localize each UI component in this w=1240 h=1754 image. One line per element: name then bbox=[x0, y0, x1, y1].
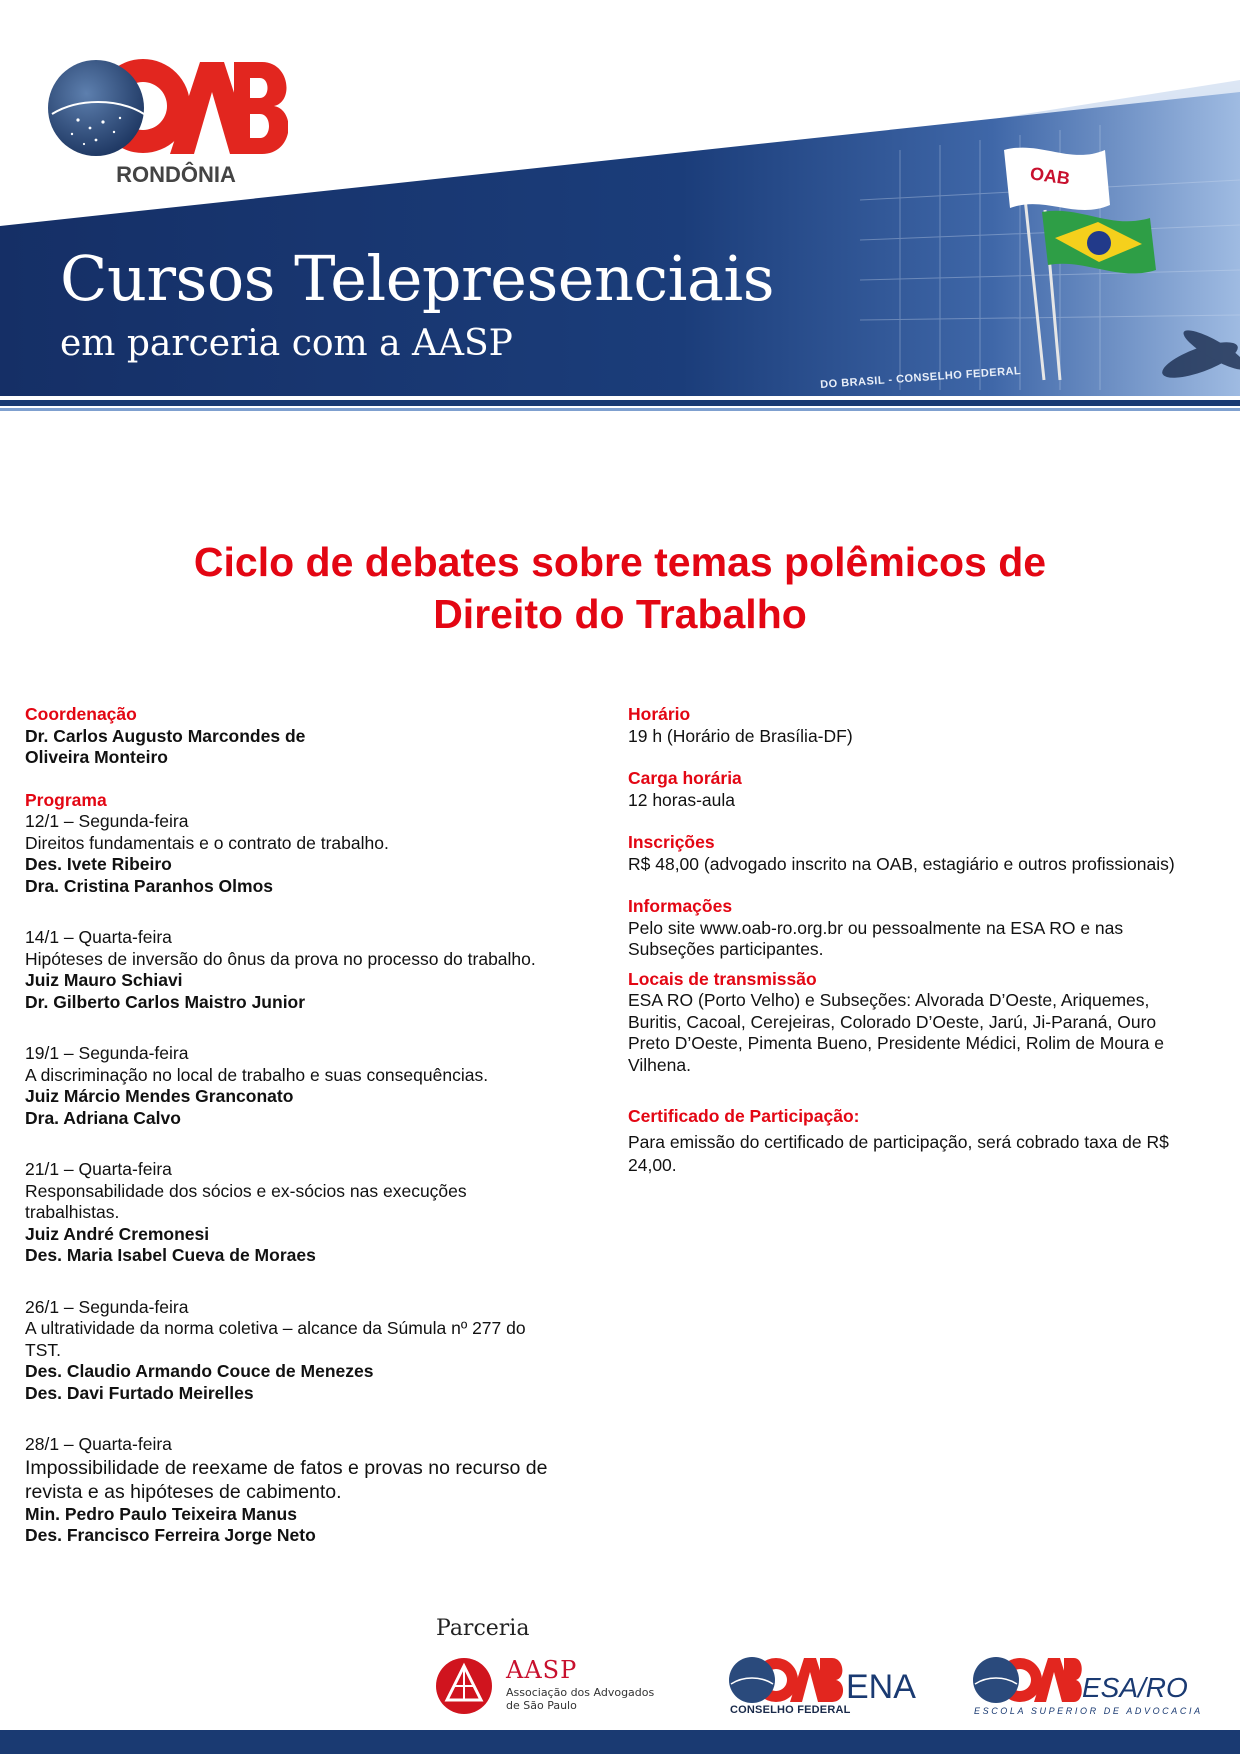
oab-rondonia-logo bbox=[48, 58, 288, 168]
session-topic: TST. bbox=[25, 1339, 61, 1360]
escola-superior-label: ESCOLA SUPERIOR DE ADVOCACIA bbox=[974, 1706, 1203, 1716]
inscricoes-text: R$ 48,00 (advogado inscrito na OAB, estagiário e outros profissionais) bbox=[628, 853, 1175, 874]
conselho-federal-label: CONSELHO FEDERAL bbox=[730, 1704, 851, 1716]
certificado-text-line-2: 24,00. bbox=[628, 1155, 677, 1175]
building-inscription: DO BRASIL - CONSELHO FEDERAL bbox=[819, 364, 1022, 392]
esa-ro-label: ESA/RO bbox=[1082, 1672, 1188, 1703]
oab-conselho-emblem-icon bbox=[728, 1656, 844, 1704]
certificado-text-line-1: Para emissão do certificado de participação, será cobrado taxa de R$ bbox=[628, 1131, 1169, 1152]
informacoes-text-line-2: Subseções participantes. bbox=[628, 939, 824, 959]
session-date: 28/1 – Quarta-feira bbox=[25, 1434, 172, 1454]
locais-text: ESA RO (Porto Velho) e Subseções: Alvorada D’Oeste, Ariquemes, bbox=[628, 990, 1150, 1010]
session-date: 14/1 – Quarta-feira bbox=[25, 927, 172, 947]
page-title bbox=[0, 536, 1240, 640]
locais-heading: Locais de transmissão bbox=[628, 968, 817, 989]
session-item bbox=[25, 1297, 585, 1405]
session-date: 12/1 – Segunda-feira bbox=[25, 811, 189, 831]
logo-region-label: RONDÔNIA bbox=[116, 162, 236, 187]
carga-horaria-text: 12 horas-aula bbox=[628, 789, 736, 810]
aasp-description-line-1: Associação dos Advogados bbox=[506, 1686, 655, 1699]
locais-text: Buritis, Cacoal, Cerejeiras, Colorado D’Oeste, Jarú, Ji-Paraná, Ouro bbox=[628, 1011, 1157, 1032]
session-speaker: Des. Claudio Armando Couce de Menezes bbox=[25, 1361, 374, 1381]
aasp-logo bbox=[434, 1656, 664, 1716]
session-speaker: Des. Davi Furtado Meirelles bbox=[25, 1382, 254, 1403]
programa-heading: Programa bbox=[25, 789, 107, 810]
aasp-name: AASP bbox=[506, 1656, 578, 1684]
header-banner bbox=[0, 0, 1240, 420]
session-speaker: Juiz Márcio Mendes Granconato bbox=[25, 1086, 294, 1106]
oab-esa-emblem-icon bbox=[972, 1656, 1084, 1704]
session-speaker: Dra. Adriana Calvo bbox=[25, 1107, 181, 1128]
session-speaker: Juiz Mauro Schiavi bbox=[25, 970, 183, 990]
inscricoes-heading: Inscrições bbox=[628, 832, 715, 852]
session-speaker: Juiz André Cremonesi bbox=[25, 1223, 210, 1244]
session-item bbox=[25, 811, 585, 897]
session-topic: Impossibilidade de reexame de fatos e provas no recurso de bbox=[25, 1456, 548, 1479]
session-item bbox=[25, 1434, 585, 1547]
session-speaker: Des. Ivete Ribeiro bbox=[25, 854, 172, 874]
locais-text: Preto D’Oeste, Pimenta Bueno, Presidente Médici, Rolim de Moura e bbox=[628, 1033, 1164, 1053]
oab-ena-logo bbox=[728, 1656, 928, 1720]
flag-logo-text: OAB bbox=[1028, 163, 1072, 189]
session-topic: A discriminação no local de trabalho e suas consequências. bbox=[25, 1064, 489, 1085]
session-date: 26/1 – Segunda-feira bbox=[25, 1296, 189, 1317]
coordenador-name-line-1: Dr. Carlos Augusto Marcondes de bbox=[25, 725, 306, 746]
session-item bbox=[25, 1043, 585, 1129]
parceria-label: Parceria bbox=[436, 1616, 530, 1641]
informacoes-heading: Informações bbox=[628, 896, 733, 916]
carga-horaria-heading: Carga horária bbox=[628, 768, 742, 788]
page-title-line-2: Direito do Trabalho bbox=[433, 591, 807, 637]
certificado-heading: Certificado de Participação: bbox=[628, 1106, 860, 1126]
page-title-line-1: Ciclo de debates sobre temas polêmicos de bbox=[193, 539, 1047, 585]
session-topic: Hipóteses de inversão do ônus da prova no processo do trabalho. bbox=[25, 948, 536, 969]
session-topic: A ultratividade da norma coletiva – alcance da Súmula nº 277 do bbox=[25, 1318, 526, 1338]
session-topic: Direitos fundamentais e o contrato de trabalho. bbox=[25, 832, 389, 853]
aasp-description-line-2: de São Paulo bbox=[506, 1699, 577, 1712]
session-speaker: Des. Maria Isabel Cueva de Moraes bbox=[25, 1245, 316, 1265]
ena-label: ENA bbox=[846, 1668, 916, 1706]
banner-subtitle: em parceria com a AASP bbox=[60, 323, 513, 364]
coordenador-name-line-2: Oliveira Monteiro bbox=[25, 747, 168, 767]
footer-bar bbox=[0, 1730, 1240, 1754]
left-column bbox=[25, 704, 585, 1547]
session-speaker: Dr. Gilberto Carlos Maistro Junior bbox=[25, 991, 306, 1012]
coordenacao-heading: Coordenação bbox=[25, 704, 137, 724]
session-date: 19/1 – Segunda-feira bbox=[25, 1043, 189, 1063]
informacoes-text-line-1: Pelo site www.oab-ro.org.br ou pessoalmente na ESA RO e nas bbox=[628, 917, 1124, 938]
session-topic: trabalhistas. bbox=[25, 1202, 120, 1222]
aasp-description bbox=[506, 1686, 654, 1712]
session-date: 21/1 – Quarta-feira bbox=[25, 1159, 172, 1179]
banner-title: Cursos Telepresenciais bbox=[60, 242, 775, 315]
horario-text: 19 h (Horário de Brasília-DF) bbox=[628, 725, 853, 746]
session-topic: Responsabilidade dos sócios e ex-sócios nas execuções bbox=[25, 1180, 467, 1201]
session-topic: revista e as hipóteses de cabimento. bbox=[25, 1480, 342, 1503]
aasp-emblem-icon bbox=[434, 1656, 496, 1716]
horario-heading: Horário bbox=[628, 704, 691, 724]
session-speaker: Min. Pedro Paulo Teixeira Manus bbox=[25, 1503, 297, 1524]
right-column bbox=[628, 704, 1228, 1177]
locais-text: Vilhena. bbox=[628, 1054, 691, 1075]
session-speaker: Dra. Cristina Paranhos Olmos bbox=[25, 875, 273, 896]
session-speaker: Des. Francisco Ferreira Jorge Neto bbox=[25, 1525, 316, 1545]
session-item bbox=[25, 1159, 585, 1267]
session-item bbox=[25, 927, 585, 1013]
oab-esa-ro-logo bbox=[972, 1656, 1202, 1720]
